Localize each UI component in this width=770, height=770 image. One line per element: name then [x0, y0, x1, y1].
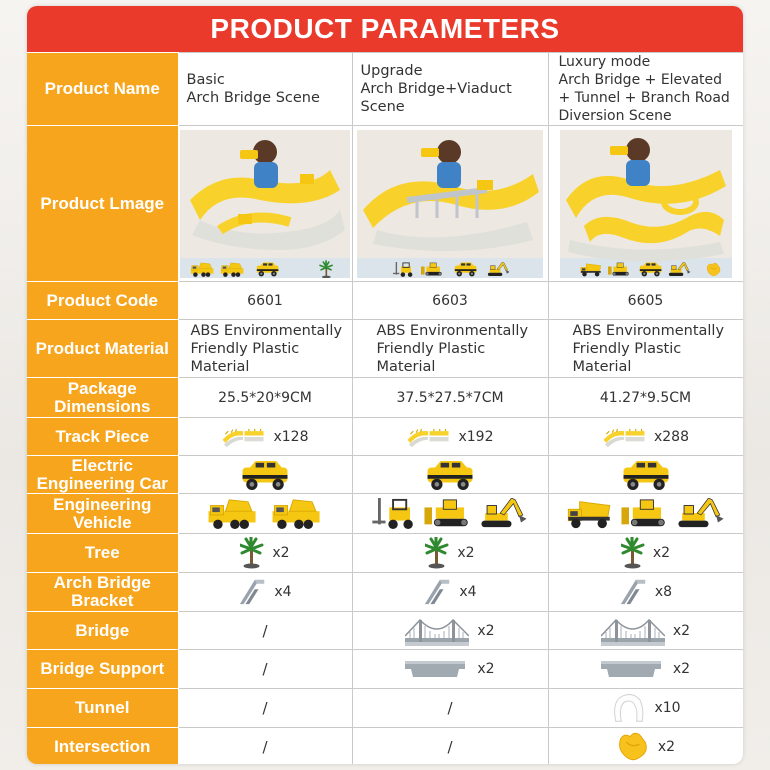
material-2-line2: Friendly Plastic — [376, 340, 486, 357]
bridge-support-icon — [405, 659, 465, 679]
label-intersection: Intersection — [27, 728, 178, 765]
product-name-3-line1: Luxury mode — [558, 54, 651, 70]
row-product-image — [27, 126, 743, 282]
row-arch-bridge-bracket — [27, 573, 743, 612]
tunnel-3 — [548, 689, 743, 728]
product-photo-6601 — [180, 130, 350, 278]
label-product-material: Product Material — [27, 320, 178, 378]
forklift-icon — [371, 498, 417, 530]
engineering-vehicle-3 — [548, 494, 743, 534]
product-name-2 — [352, 53, 548, 126]
product-name-2-line2: Arch Bridge+Viaduct — [360, 81, 512, 97]
package-dimensions-1: 25.5*20*9CM — [178, 378, 352, 418]
label-electric-car: Electric Engineering Car — [27, 456, 178, 494]
material-3-line3: Material — [572, 358, 632, 375]
bridge-qty-3: x2 — [672, 622, 691, 639]
suspension-bridge-icon — [405, 616, 469, 646]
intersection-qty-2: / — [447, 737, 453, 756]
track-qty-2: x192 — [458, 428, 494, 445]
row-product-name — [27, 53, 743, 126]
row-intersection — [27, 728, 743, 765]
bridge-support-1 — [178, 650, 352, 689]
dump-truck-icon — [566, 498, 614, 530]
track-piece-3 — [548, 418, 743, 456]
bridge-qty-2: x2 — [477, 622, 495, 639]
engineering-vehicle-2 — [352, 494, 548, 534]
material-2-line1: ABS Environmentally — [376, 322, 529, 339]
bridge-support-2 — [352, 650, 548, 689]
electric-car-icon — [238, 460, 292, 490]
product-photo-6603 — [357, 130, 543, 278]
product-code-1: 6601 — [178, 282, 352, 320]
track-piece-1 — [178, 418, 352, 456]
package-dimensions-3: 41.27*9.5CM — [548, 378, 743, 418]
bracket-1 — [178, 573, 352, 612]
bridge-2 — [352, 612, 548, 650]
intersection-qty-3: x2 — [657, 738, 676, 755]
electric-car-icon — [423, 460, 477, 490]
label-product-image: Product Lmage — [27, 126, 178, 282]
suspension-bridge-icon — [601, 616, 665, 646]
label-package-dimensions: Package Dimensions — [27, 378, 178, 418]
label-engineering-vehicle: Engineering Vehicle — [27, 494, 178, 534]
product-name-2-line3: Scene — [360, 99, 405, 115]
palm-tree-icon — [425, 537, 449, 569]
palm-tree-icon — [240, 537, 264, 569]
label-tree: Tree — [27, 534, 178, 573]
tree-qty-3: x2 — [652, 545, 671, 561]
tree-2 — [352, 534, 548, 573]
product-parameters-card — [27, 6, 743, 764]
label-track-piece: Track Piece — [27, 418, 178, 456]
row-bridge — [27, 612, 743, 650]
excavator-icon — [676, 498, 726, 530]
row-package-dimensions — [27, 378, 743, 418]
bracket-3 — [548, 573, 743, 612]
row-product-code — [27, 282, 743, 320]
label-bridge-support: Bridge Support — [27, 650, 178, 689]
row-engineering-vehicle — [27, 494, 743, 534]
support-qty-2: x2 — [477, 661, 495, 677]
bulldozer-icon — [423, 498, 473, 530]
product-code-3: 6605 — [548, 282, 743, 320]
track-piece-icon — [406, 425, 450, 449]
electric-car-1 — [178, 456, 352, 494]
bulldozer-icon — [620, 498, 670, 530]
label-product-code: Product Code — [27, 282, 178, 320]
product-material-1 — [178, 320, 352, 378]
bridge-1 — [178, 612, 352, 650]
parameters-table — [27, 52, 743, 764]
row-tunnel — [27, 689, 743, 728]
product-name-3-line3: + Tunnel + Branch Road — [558, 90, 730, 106]
material-1-line2: Friendly Plastic — [190, 340, 300, 357]
product-photo-6605 — [560, 130, 732, 278]
arch-bracket-icon — [238, 577, 266, 607]
tunnel-qty-3: x10 — [654, 700, 681, 716]
product-image-3 — [548, 126, 743, 282]
track-qty-1: x128 — [273, 428, 309, 445]
excavator-icon — [479, 498, 529, 530]
intersection-icon — [616, 731, 650, 763]
tunnel-icon — [610, 692, 646, 724]
bridge-support-icon — [601, 659, 661, 679]
material-2-line3: Material — [376, 358, 436, 375]
bracket-2 — [352, 573, 548, 612]
product-name-3-line4: Diversion Scene — [558, 108, 672, 124]
material-3-line2: Friendly Plastic — [572, 340, 682, 357]
support-qty-3: x2 — [672, 661, 691, 677]
bracket-qty-2: x4 — [459, 584, 477, 600]
cement-truck-icon — [205, 498, 261, 530]
page-title: PRODUCT PARAMETERS — [27, 6, 743, 52]
material-3-line1: ABS Environmentally — [572, 322, 725, 339]
electric-car-2 — [352, 456, 548, 494]
product-material-2 — [352, 320, 548, 378]
intersection-3 — [548, 728, 743, 765]
material-1-line3: Material — [190, 358, 250, 375]
bracket-qty-3: x8 — [654, 584, 673, 600]
tree-qty-1: x2 — [272, 545, 290, 561]
row-bridge-support — [27, 650, 743, 689]
intersection-1 — [178, 728, 352, 765]
tunnel-1 — [178, 689, 352, 728]
engineering-vehicle-1 — [178, 494, 352, 534]
product-name-1-line1: Basic — [186, 72, 225, 88]
tunnel-qty-2: / — [447, 699, 453, 717]
row-product-material — [27, 320, 743, 378]
product-name-3 — [548, 53, 743, 126]
product-name-3-line2: Arch Bridge + Elevated — [558, 72, 723, 88]
intersection-qty-1: / — [262, 737, 268, 756]
row-track-piece — [27, 418, 743, 456]
palm-tree-icon — [621, 537, 645, 569]
track-piece-2 — [352, 418, 548, 456]
product-image-2 — [352, 126, 548, 282]
tree-1 — [178, 534, 352, 573]
tree-qty-2: x2 — [457, 545, 475, 561]
bridge-support-3 — [548, 650, 743, 689]
electric-car-3 — [548, 456, 743, 494]
label-bridge: Bridge — [27, 612, 178, 650]
arch-bracket-icon — [619, 577, 647, 607]
support-qty-1: / — [262, 660, 268, 678]
intersection-2 — [352, 728, 548, 765]
tunnel-qty-1: / — [262, 699, 268, 717]
tree-3 — [548, 534, 743, 573]
package-dimensions-2: 37.5*27.5*7CM — [352, 378, 548, 418]
bracket-qty-1: x4 — [274, 584, 292, 600]
product-image-1 — [178, 126, 352, 282]
product-code-2: 6603 — [352, 282, 548, 320]
mixer-truck-icon — [269, 498, 325, 530]
track-qty-3: x288 — [653, 428, 689, 445]
product-material-3 — [548, 320, 743, 378]
electric-car-icon — [619, 460, 673, 490]
product-name-2-line1: Upgrade — [360, 63, 423, 79]
label-arch-bridge-bracket: Arch Bridge Bracket — [27, 573, 178, 612]
row-tree — [27, 534, 743, 573]
row-electric-car — [27, 456, 743, 494]
bridge-3 — [548, 612, 743, 650]
product-name-1-line2: Arch Bridge Scene — [186, 90, 320, 106]
material-1-line1: ABS Environmentally — [190, 322, 343, 339]
product-name-1 — [178, 53, 352, 126]
track-piece-icon — [602, 425, 646, 449]
tunnel-2 — [352, 689, 548, 728]
arch-bracket-icon — [423, 577, 451, 607]
label-tunnel: Tunnel — [27, 689, 178, 728]
bridge-qty-1: / — [262, 621, 268, 640]
label-product-name: Product Name — [27, 53, 178, 126]
track-piece-icon — [221, 425, 265, 449]
